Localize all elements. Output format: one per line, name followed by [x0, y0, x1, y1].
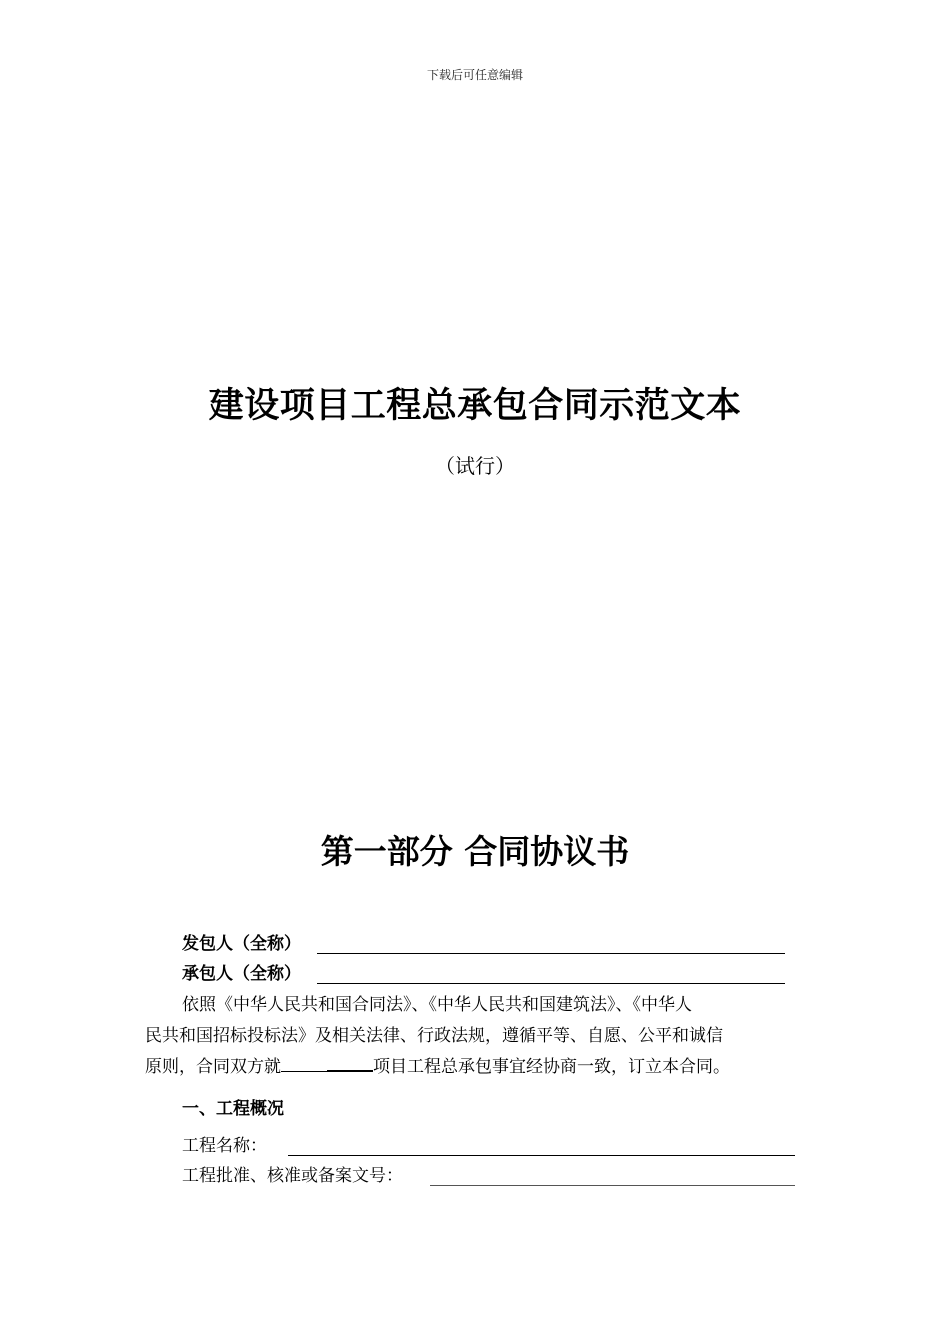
preamble-line-1: 依照《中华人民共和国合同法》、《中华人民共和国建筑法》、《中华人 — [182, 995, 692, 1015]
project-name-blank[interactable] — [288, 1155, 795, 1156]
section-1-heading: 一、工程概况 — [182, 1099, 284, 1119]
preamble-line-3-end: 项目工程总承包事宜经协商一致，订立本合同。 — [373, 1057, 730, 1077]
contractor-label: 承包人（全称） — [182, 964, 301, 984]
preamble-line-3-start: 原则，合同双方就 — [145, 1057, 281, 1077]
project-name-label: 工程名称： — [182, 1136, 267, 1156]
approval-number-blank[interactable] — [430, 1185, 795, 1186]
project-name-inline-blank[interactable] — [327, 1069, 373, 1072]
document-subtitle: （试行） — [435, 454, 515, 478]
project-name-inline-blank-thin[interactable] — [281, 1070, 327, 1072]
page-header-note: 下载后可任意编辑 — [426, 68, 523, 82]
contractor-name-blank[interactable] — [317, 983, 785, 984]
employer-name-blank[interactable] — [317, 953, 785, 954]
part-one-title: 第一部分 合同协议书 — [320, 832, 630, 871]
document-title: 建设项目工程总承包合同示范文本 — [208, 386, 742, 426]
approval-number-label: 工程批准、核准或备案文号： — [182, 1166, 403, 1186]
employer-label: 发包人（全称） — [182, 934, 301, 954]
preamble-line-2: 民共和国招标投标法》及相关法律、行政法规，遵循平等、自愿、公平和诚信 — [145, 1026, 723, 1046]
preamble-line-3 — [145, 1056, 730, 1078]
